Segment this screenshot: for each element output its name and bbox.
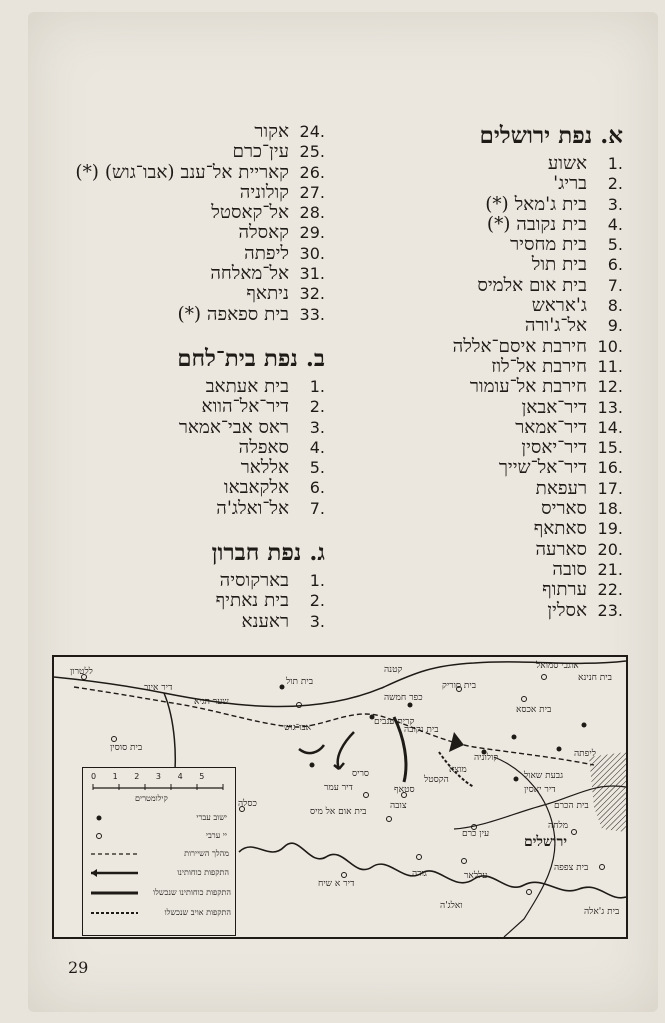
map-label-shaar-hagai: שער הגיא: [194, 697, 229, 707]
list-item: [25, 612, 325, 632]
village-name: אל־ג'ורה: [524, 315, 587, 337]
section-title-hebron: ג. נפת חברון: [211, 539, 325, 567]
list-item: [25, 571, 325, 591]
map-label-deir-sheikh: דיר א שיח: [318, 879, 355, 889]
list-item: [323, 357, 623, 377]
list-item: [25, 183, 325, 203]
list-item: [323, 438, 623, 458]
item-number: 3.: [607, 194, 623, 214]
map-label-deir-amr: דיר עמר: [324, 783, 353, 793]
map-label-kastel: הקסטל: [424, 775, 449, 785]
list-item: [323, 235, 623, 255]
map-label-ein-karem: עין כרם: [462, 829, 490, 839]
item-number: 2.: [607, 174, 623, 194]
map-label-deir-yasin: דיר יאסין: [524, 785, 556, 795]
village-name: קולוניה: [239, 181, 289, 203]
village-name: בית תול: [531, 254, 587, 276]
item-number: 3.: [309, 611, 325, 631]
list-item: [323, 499, 623, 519]
village-name: סארעה: [535, 538, 587, 560]
item-number: 7.: [607, 275, 623, 295]
list-item: [25, 377, 325, 397]
map-label-jerusalem: ירושלים: [524, 834, 567, 850]
list-item: [323, 154, 623, 174]
village-name: בית מחסיר: [510, 234, 587, 256]
legend-jewish: ישוב עברי: [196, 813, 227, 822]
village-name: אקור: [254, 121, 289, 142]
list-item: [323, 337, 623, 357]
item-number: 1.: [607, 154, 623, 173]
item-number: 27.: [299, 182, 325, 202]
map-label-sataf: סטאף: [394, 785, 415, 795]
village-name: ראענא: [241, 610, 289, 632]
village-name: בית נאתיף: [215, 590, 289, 612]
list-item: [323, 418, 623, 438]
item-number: 4.: [309, 437, 325, 457]
map-label-beit-surik: בית סוריק: [442, 681, 477, 691]
jerusalem-villages: [323, 154, 623, 621]
village-name: בארקוסיה: [219, 570, 289, 592]
map-label-allar: עללאר: [464, 871, 488, 881]
item-number: 9.: [607, 316, 623, 336]
village-name: דיר־יאסין: [521, 437, 587, 459]
jerusalem-area: [589, 752, 626, 832]
list-item: [323, 479, 623, 499]
list-item: [25, 264, 325, 284]
list-item: [25, 122, 325, 142]
map-label-deir-ayub: דיר איוב: [144, 683, 173, 693]
map-label-jura: גורה: [412, 869, 427, 879]
village-name: קאריית אל־ענב (אבו־גוש) (*): [75, 161, 289, 183]
list-item: [323, 195, 623, 215]
village-name: בית ג'מאל (*): [485, 193, 587, 215]
section-title-bethlehem: ב. נפת בית־לחם: [177, 344, 325, 372]
list-item: [25, 397, 325, 417]
item-number: 2.: [309, 397, 325, 417]
item-number: 33.: [299, 304, 325, 324]
list-item: [25, 478, 325, 498]
item-number: 4.: [607, 214, 623, 234]
item-number: 5.: [607, 235, 623, 255]
village-name: אלקאבאו: [223, 477, 289, 499]
item-number: 20.: [597, 539, 623, 559]
village-name: אל־מאלחה: [210, 263, 289, 285]
map-label-saris: סריס: [352, 769, 370, 779]
legend-scale-label: קילומטרים: [135, 794, 168, 803]
map-label-kastina: קטנה: [384, 665, 403, 675]
list-item: [323, 255, 623, 275]
village-name: ניתאף: [246, 283, 289, 305]
page-number: 29: [68, 958, 89, 977]
map-label-beit-safafa: בית צפפה: [554, 863, 589, 873]
map-label-abu-gosh: אבו־גוש: [284, 723, 312, 733]
village-name: בית נקובה (*): [486, 213, 587, 235]
list-item: [323, 580, 623, 600]
map-label-malha: מלחה: [548, 821, 569, 831]
map-label-tzuba-ha: כפר חמשה: [384, 693, 423, 703]
item-number: 17.: [597, 478, 623, 498]
village-name: ג'אראש: [531, 295, 587, 317]
item-number: 5.: [309, 458, 325, 478]
village-name: בית אעתאב: [205, 375, 289, 397]
map-label-motza: מוצא: [449, 765, 467, 775]
village-name: בית אום אלמיס: [477, 274, 587, 296]
list-item: [323, 560, 623, 580]
list-item: [323, 215, 623, 235]
map-label-walaja: ואלג'ה: [440, 901, 463, 911]
hebron-villages: [25, 571, 325, 632]
map-label-kasla: כסלה: [238, 799, 257, 809]
village-name: רעפאת: [535, 477, 587, 499]
item-number: 1.: [309, 376, 325, 396]
list-item: [323, 377, 623, 397]
item-number: 1.: [309, 571, 325, 591]
village-name: חירבת אל־עומור: [469, 376, 587, 398]
item-number: 29.: [299, 223, 325, 243]
item-number: 14.: [597, 417, 623, 437]
map-label-beit-hakerem: בית הכרם: [554, 801, 589, 811]
map-label-tzova: צובה: [390, 801, 407, 811]
list-item: [25, 591, 325, 611]
village-name: סאפלה: [238, 436, 289, 458]
list-item: [25, 163, 325, 183]
list-item: [323, 316, 623, 336]
list-item: [25, 142, 325, 162]
list-item: [323, 276, 623, 296]
item-number: 25.: [299, 142, 325, 162]
map-label-beit-hanina: בית חנינא: [578, 673, 612, 683]
legend-scale-ticks: 0 1 2 3 4 5: [91, 772, 205, 781]
list-item: [323, 601, 623, 621]
village-name: דיר־אל־שייך: [498, 457, 587, 479]
item-number: 32.: [299, 284, 325, 304]
list-item: [323, 174, 623, 194]
item-number: 19.: [597, 519, 623, 539]
village-name: חירבת אל־לוז: [491, 355, 587, 377]
village-name: בית ספאפה (*): [177, 303, 289, 325]
item-number: 18.: [597, 499, 623, 519]
map-label-beit-jala: בית ג'אלה: [584, 907, 620, 917]
village-name: דיר־אבאן: [521, 396, 587, 418]
map-legend: [82, 767, 236, 936]
list-item: [25, 458, 325, 478]
village-name: ליפתה: [244, 242, 289, 264]
map-label-kfar-shmuel: אוגבי סמואל: [536, 661, 579, 671]
map-label-beit-um: בית אום אל מיס: [310, 807, 367, 817]
map-label-givat-shaul: גבעת שאול: [524, 771, 564, 781]
village-name: סובה: [552, 558, 587, 580]
list-item: [323, 540, 623, 560]
village-name: אשוע: [547, 153, 587, 174]
map-label-beit-tul: בית תול: [286, 677, 314, 687]
village-name: קאסלה: [238, 222, 289, 244]
item-number: 6.: [607, 255, 623, 275]
legend-failed: התקפות כוחותינו שנכשלו: [153, 888, 231, 897]
village-name: עין־כרם: [232, 141, 289, 163]
map-label-beit-iksa: בית אכסא: [516, 705, 552, 715]
section-title-jerusalem: א. נפת ירושלים: [479, 122, 623, 149]
village-name: אסלין: [547, 599, 587, 621]
item-number: 3.: [309, 417, 325, 437]
village-name: בריג': [553, 173, 587, 195]
list-item: [25, 418, 325, 438]
list-item: [25, 499, 325, 519]
list-item: [323, 519, 623, 539]
item-number: 7.: [309, 498, 325, 518]
item-number: 26.: [299, 162, 325, 182]
item-number: 10.: [597, 336, 623, 356]
legend-arab: יי ערבי: [205, 831, 227, 840]
list-item: [323, 458, 623, 478]
village-name: סאתאף: [533, 518, 587, 540]
map-label-liftah: ליפתה: [574, 749, 596, 759]
village-name: אללאר: [240, 457, 289, 479]
village-name: ראס אבי־אמאר: [178, 416, 289, 438]
item-number: 16.: [597, 458, 623, 478]
village-name: חירבת איסם־אללה: [452, 335, 587, 357]
item-number: 6.: [309, 478, 325, 498]
village-name: אל־ואלג'ה: [216, 497, 289, 519]
bethlehem-villages: [25, 377, 325, 519]
item-number: 12.: [597, 377, 623, 397]
jerusalem-corridor-map: [52, 655, 628, 939]
item-number: 24.: [299, 122, 325, 141]
item-number: 13.: [597, 397, 623, 417]
jerusalem-villages-cont: [25, 122, 325, 325]
item-number: 30.: [299, 243, 325, 263]
item-number: 8.: [607, 296, 623, 316]
map-label-beit-naqquba: בית נקובה: [404, 725, 439, 735]
item-number: 31.: [299, 264, 325, 284]
legend-enemy: התקפות אויב שנכשלו: [164, 908, 231, 917]
list-item: [25, 438, 325, 458]
map-label-kiryat-anavim: קרית ענבים: [374, 717, 415, 727]
list-item: [25, 284, 325, 304]
list-continuation: [25, 120, 325, 632]
list-jerusalem: [323, 120, 623, 621]
item-number: 23.: [597, 600, 623, 620]
village-name: ערתוף: [542, 579, 587, 601]
item-number: 28.: [299, 203, 325, 223]
list-item: [323, 398, 623, 418]
item-number: 15.: [597, 438, 623, 458]
map-label-kolonia: קולוניה: [474, 753, 499, 763]
village-name: סאריס: [541, 498, 587, 520]
item-number: 2.: [309, 591, 325, 611]
list-item: [25, 244, 325, 264]
list-item: [25, 223, 325, 243]
item-number: 11.: [597, 356, 623, 376]
map-label-lelatrun: ללטרון: [70, 667, 93, 677]
village-name: אל־קאסטל: [211, 202, 289, 224]
legend-attack: התקפות כוחותינו: [177, 868, 229, 877]
item-number: 21.: [597, 559, 623, 579]
village-name: דיר־אל־הווא: [201, 396, 289, 418]
map-label-beit-susin: בית סוסין: [110, 743, 143, 753]
village-name: דיר־אמאר: [515, 416, 587, 438]
list-item: [25, 203, 325, 223]
list-item: [25, 305, 325, 325]
legend-convoy: מהלך השיירות: [184, 849, 229, 858]
list-item: [323, 296, 623, 316]
item-number: 22.: [597, 580, 623, 600]
